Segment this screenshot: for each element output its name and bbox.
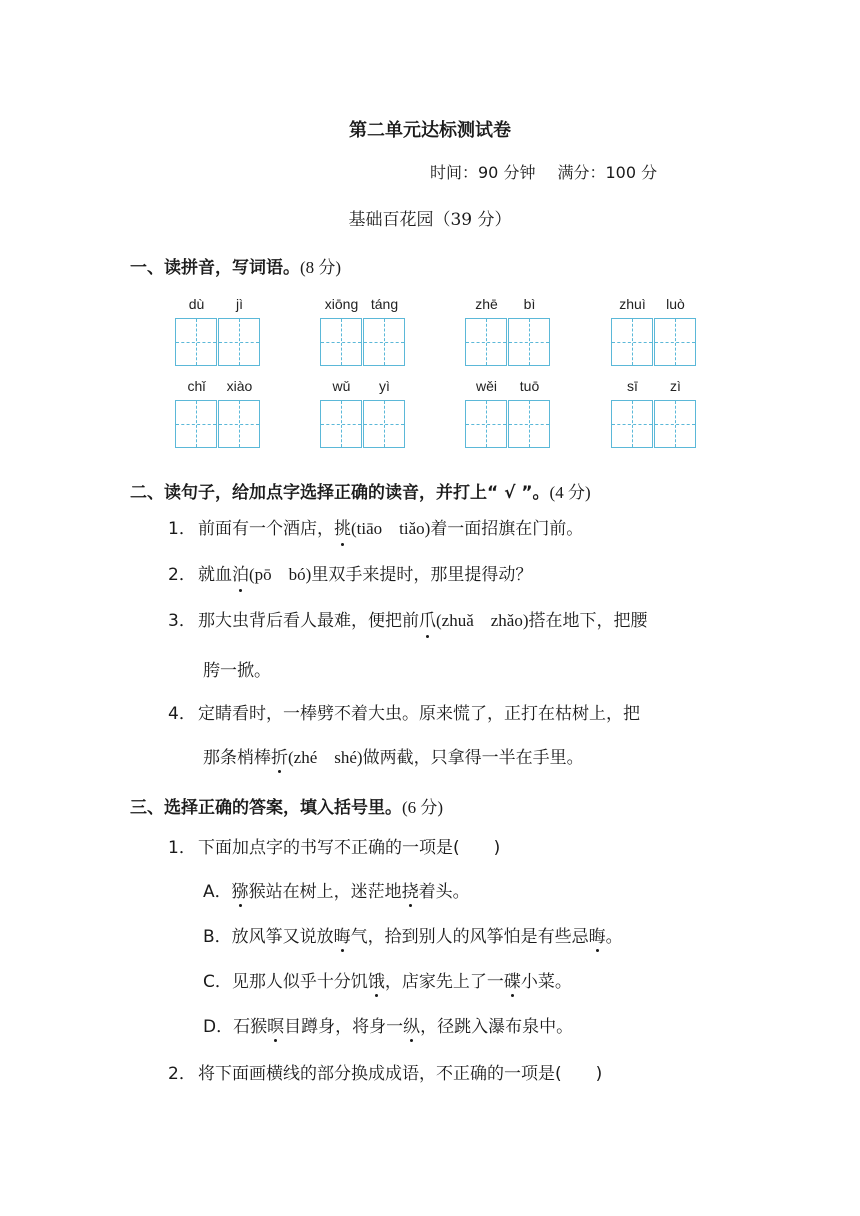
- item-text: 做两截，只拿得一半在手里。: [362, 748, 584, 768]
- dotted-char: 暝: [267, 1012, 284, 1037]
- q2-item-3: [168, 609, 648, 633]
- question-3-text: 三、选择正确的答案，填入括号里。: [130, 798, 402, 818]
- dotted-char: 饿: [368, 967, 385, 992]
- question-2-score: (4 分): [549, 483, 591, 502]
- q3-item-1: [168, 836, 500, 860]
- time-label: 时间：90 分钟: [430, 163, 536, 182]
- q2-item-2: [168, 563, 532, 587]
- pinyin-syllable: táng: [370, 296, 399, 312]
- item-text[interactable]: 将下面画横线的部分换成成语，不正确的一项是( ): [198, 1064, 603, 1084]
- option-text: 。: [605, 927, 623, 947]
- dotted-char: 爪: [419, 611, 436, 631]
- option-text: ，径跳入瀑布泉中。: [420, 1017, 574, 1037]
- writing-box[interactable]: [508, 318, 550, 366]
- question-1-text: 一、读拼音，写词语。: [130, 258, 300, 278]
- q2-item-1: [168, 517, 583, 541]
- writing-box[interactable]: [363, 318, 405, 366]
- question-3-heading: [130, 793, 443, 818]
- option-text: 放风筝又说放: [231, 927, 334, 947]
- pinyin-choices[interactable]: (zhé shé): [288, 748, 363, 767]
- dotted-char: 晦: [589, 922, 606, 947]
- writing-box[interactable]: [320, 318, 362, 366]
- dotted-char: 碟: [504, 967, 521, 992]
- pinyin-syllable: yì: [379, 378, 390, 394]
- item-number: 2．: [168, 1064, 196, 1084]
- pinyin-choices[interactable]: (tiāo tiǎo): [351, 519, 431, 538]
- section-title: 基础百花园（39 分）: [348, 210, 512, 230]
- item-text: 定睛看时，一棒劈不着大虫。原来慌了，正打在枯树上，把: [198, 704, 640, 724]
- pinyin-choices[interactable]: (pō bó): [249, 565, 312, 584]
- item-number: 1．: [168, 838, 196, 858]
- item-number: 2．: [168, 565, 196, 585]
- q2-item-4-continued: [203, 743, 584, 768]
- exam-meta: [430, 160, 657, 183]
- option-label: C．: [203, 972, 232, 992]
- question-2-text: 二、读句子，给加点字选择正确的读音，并打上“ √ ”。: [130, 483, 550, 503]
- option-c[interactable]: [203, 967, 572, 992]
- pinyin-syllable: sī: [627, 378, 638, 394]
- dotted-char: 挑: [334, 519, 351, 539]
- writing-box[interactable]: [611, 318, 653, 366]
- question-1-heading: [130, 253, 341, 278]
- pinyin-choices[interactable]: (zhuǎ zhǎo): [436, 611, 529, 630]
- dotted-char: 纵: [403, 1012, 420, 1037]
- dotted-char: 折: [271, 743, 288, 768]
- q2-item-3-continued: 胯一掀。: [203, 661, 271, 681]
- question-3-score: (6 分): [402, 798, 444, 817]
- pinyin-syllable: zhuì: [619, 296, 646, 312]
- pinyin-syllable: xiōng: [324, 296, 359, 312]
- item-number: 4．: [168, 704, 196, 724]
- writing-box[interactable]: [218, 400, 260, 448]
- item-text: 着一面招旗在门前。: [430, 519, 584, 539]
- option-text: 见那人似乎十分饥: [231, 972, 368, 992]
- pinyin-syllable: dù: [188, 296, 205, 312]
- option-text: 气，拾到别人的风筝怕是有些忌: [350, 927, 589, 947]
- item-text: 那大虫背后看人最难，便把前: [198, 611, 419, 631]
- option-text: 着头。: [418, 882, 470, 902]
- option-label: D．: [203, 1017, 234, 1037]
- writing-box[interactable]: [611, 400, 653, 448]
- pinyin-syllable: tuō: [519, 378, 540, 394]
- page-title: 第二单元达标测试卷: [349, 120, 511, 141]
- pinyin-syllable: wěi: [475, 378, 497, 394]
- option-b[interactable]: [203, 922, 623, 947]
- item-text: 搭在地下，把腰: [528, 611, 648, 631]
- writing-box[interactable]: [175, 318, 217, 366]
- item-number: 3．: [168, 611, 196, 631]
- writing-box[interactable]: [175, 400, 217, 448]
- option-a[interactable]: [203, 877, 470, 902]
- pinyin-syllable: chǐ: [187, 378, 206, 394]
- writing-box[interactable]: [320, 400, 362, 448]
- pinyin-syllable: zì: [670, 378, 681, 394]
- dotted-char: 晦: [334, 922, 351, 947]
- score-label: 满分：100 分: [557, 163, 658, 182]
- item-text: 就血: [198, 565, 232, 585]
- dotted-char: 泊: [232, 565, 249, 585]
- item-text: 那条梢棒: [203, 748, 271, 768]
- writing-box[interactable]: [218, 318, 260, 366]
- item-text: 前面有一个酒店，: [198, 519, 334, 539]
- q3-item-2: [168, 1062, 602, 1086]
- option-label: A．: [203, 882, 232, 902]
- question-2-heading: [130, 478, 591, 503]
- pinyin-syllable: jì: [236, 296, 243, 312]
- option-text: 石猴: [233, 1017, 268, 1037]
- pinyin-syllable: xiào: [226, 378, 253, 394]
- pinyin-syllable: luò: [666, 296, 685, 312]
- writing-box[interactable]: [508, 400, 550, 448]
- dotted-char: 挠: [402, 877, 419, 902]
- writing-box[interactable]: [654, 318, 696, 366]
- writing-box[interactable]: [363, 400, 405, 448]
- q2-item-4: [168, 702, 640, 726]
- option-text: 小菜。: [520, 972, 572, 992]
- writing-box[interactable]: [465, 318, 507, 366]
- item-number: 1．: [168, 519, 196, 539]
- writing-box[interactable]: [465, 400, 507, 448]
- option-label: B．: [203, 927, 232, 947]
- option-d[interactable]: [203, 1012, 573, 1037]
- pinyin-syllable: zhē: [475, 296, 498, 312]
- option-text: 目蹲身，将身一: [284, 1017, 404, 1037]
- dotted-char: 猕: [232, 877, 249, 902]
- pinyin-syllable: bì: [523, 296, 536, 312]
- item-text[interactable]: 下面加点字的书写不正确的一项是( ): [198, 838, 501, 858]
- item-text: 里双手来提时，那里提得动？: [311, 565, 533, 585]
- writing-box[interactable]: [654, 400, 696, 448]
- question-1-score: (8 分): [300, 258, 342, 277]
- option-text: 猴站在树上，迷茫地: [248, 882, 402, 902]
- option-text: ，店家先上了一: [384, 972, 504, 992]
- pinyin-syllable: wǔ: [332, 378, 351, 394]
